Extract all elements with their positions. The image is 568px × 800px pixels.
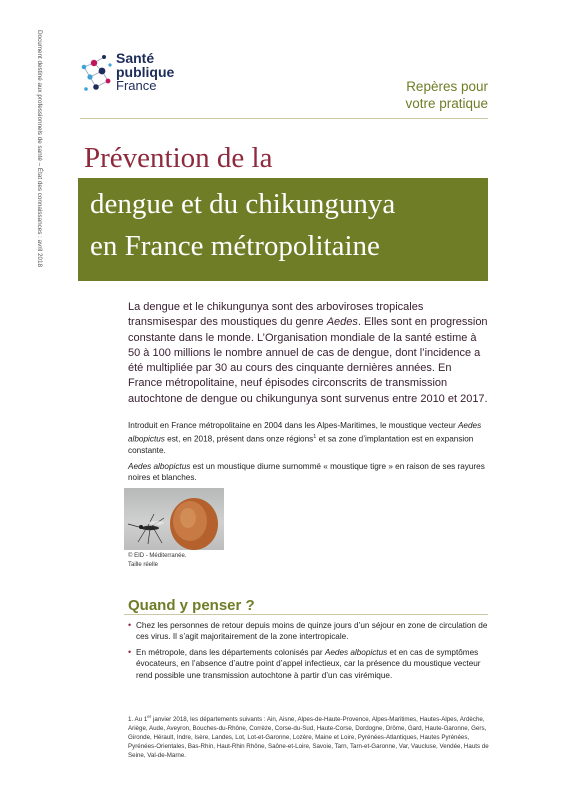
- reperes-label: [405, 78, 488, 112]
- sante-publique-france-logo: [80, 45, 190, 107]
- logo-text: [116, 51, 174, 93]
- header-divider: [80, 118, 488, 119]
- photo-caption-line-1: © EID - Méditerranée.: [128, 553, 187, 559]
- side-note: [33, 30, 43, 340]
- title-line-1: Prévention de la: [84, 142, 273, 174]
- body-paragraph-2: [128, 461, 490, 484]
- body-p1-em: Aedes albopictus: [128, 421, 482, 444]
- title-banner: [78, 178, 488, 281]
- title-line-3: en France métropolitaine: [90, 230, 380, 262]
- lead-text: [128, 300, 488, 407]
- mosquito-on-coin-photo-icon: [124, 488, 224, 550]
- bullet-2-b: et en cas de symptômes évocateurs, en l’absence d’autre point d’appel infectieux, car la présence du moustique vecteur rend possible une transmission autochtone à partir d’un cas virémique.: [136, 647, 481, 680]
- photo-caption-line-2: Taille réelle: [128, 561, 159, 568]
- body-p1-a: Introduit en France métropolitaine en 2004 dans les Alpes-Maritimes, le moustique vecteur: [128, 421, 458, 430]
- list-item: [128, 620, 490, 643]
- mosquito-photo: [124, 488, 224, 550]
- logo-line-2: publique: [116, 64, 175, 80]
- lead-text-a: La dengue et le chikungunya sont des arboviroses tropicales transmisespar des moustiques du genre: [128, 301, 424, 329]
- bullet-dot: •: [128, 620, 132, 630]
- body-p2-b: est un moustique diurne surnommé « moustique tigre » en raison de ses rayures noires et blanches.: [128, 461, 485, 483]
- title-line-2: dengue et du chikungunya: [90, 188, 396, 220]
- photo-caption: [128, 552, 186, 569]
- footnote-b: janvier 2018, les départements suivants : Ain, Aisne, Alpes-de-Haute-Provence, Alpes-Maritimes, Hautes-Alpes, Ardèche, Ariège, Aude, Aveyron, Bouches-du-Rhône, Corrèze, Corse-du-Sud, Haute-Corse, Dordogne, Drôme, Gard, Haute-Garonne, Gers, Gironde, Hérault, Indre, Isère, Landes, Lot, Lot-et-Garonne, Lozère, Maine et Loire, Pyrénées-Atlantiques, Hautes Pyrénées, Pyrénées-Orientales, Bas-Rhin, Haut-Rhin Rhône, Saône-et-Loire, Savoie, Tarn, Tarn-et-Garonne, Var, Vaucluse, Vendée, Hauts de Seine, Val-de-Marne.: [128, 716, 489, 760]
- lead-paragraph: [128, 300, 488, 407]
- body-p1-b: est, en 2018, présent dans onze régions: [164, 434, 314, 444]
- body-p1-c: et sa zone d’implantation est en expansion constante.: [128, 434, 474, 455]
- section-divider: [124, 614, 488, 615]
- body-text: [128, 420, 490, 488]
- bullet-1-text: Chez les personnes de retour depuis moins de quinze jours d’un séjour en zone de circulation de ces virus. Il s’agit majoritairement de la zone intertropicale.: [136, 621, 488, 642]
- footnote-a: 1. Au 1: [128, 716, 148, 724]
- body-p2-em: Aedes albopictus: [128, 461, 191, 471]
- list-item: [128, 647, 490, 681]
- body-paragraph-1: [128, 420, 490, 457]
- reperes-line-2: votre pratique: [405, 96, 488, 111]
- lead-text-b: . Elles sont en progression constante dans le monde. L’Organisation mondiale de la santé estime à 50 à 100 millions le nombre annuel de cas de dengue, dont l’incidence a été multipliée par 30 au cours des cinquante dernières années. En France métropolitaine, neuf épisodes circonscrits de transmission autochtone de dengue ou chikungunya sont survenus entre 2010 et 2017.: [128, 316, 488, 405]
- reperes-line-1: Repères pour: [406, 79, 488, 94]
- section-title: Quand y penser ?: [128, 597, 255, 614]
- footnote: [128, 712, 490, 760]
- bullet-dot: •: [128, 646, 132, 657]
- bullet-2-em: Aedes albopictus: [324, 647, 388, 657]
- side-note-text: Document destiné aux professionnels de santé – État des connaissances : avril 2018: [36, 30, 43, 267]
- lead-text-em: Aedes: [326, 316, 358, 329]
- logo-line-1: Santé: [116, 50, 155, 66]
- bullet-list: [128, 620, 490, 685]
- footnote-ref: 1: [313, 433, 317, 440]
- logo-line-3: France: [116, 78, 157, 93]
- logo-dots-icon: [80, 53, 114, 97]
- bullet-2-a: En métropole, dans les départements colonisés par: [136, 647, 325, 657]
- footnote-sup: er: [147, 714, 152, 719]
